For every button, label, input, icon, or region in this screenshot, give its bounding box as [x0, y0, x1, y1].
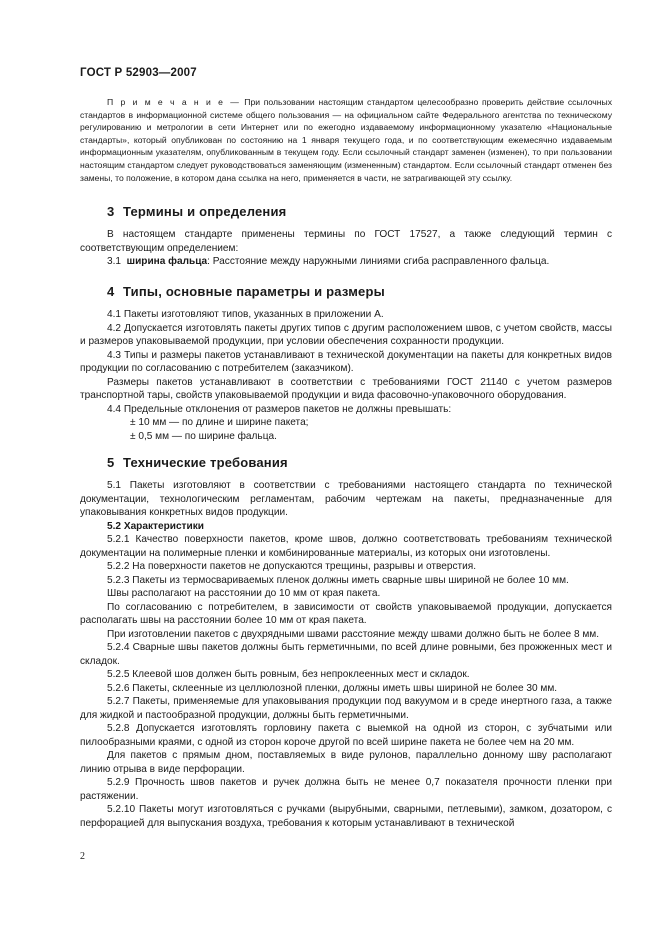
section-5-body — [80, 479, 612, 830]
clause-5-2-6: 5.2.6 Пакеты, склеенные из целлюлозной пленки, должны иметь швы шириной не более 30 мм. — [107, 682, 558, 694]
section-5-number: 5 — [107, 455, 115, 470]
clause-5-2-heading: 5.2 Характеристики — [107, 520, 204, 532]
section-4-number: 4 — [107, 284, 115, 299]
note-paragraph — [80, 96, 612, 184]
page-number: 2 — [80, 851, 85, 862]
clause-4-3: 4.3 Типы и размеры пакетов устанавливают в технической документации на пакеты для конкретных видов продукции по согласованию с потребителем (заказчиком). — [80, 349, 612, 374]
clause-5-2-10: 5.2.10 Пакеты могут изготовляться с ручками (вырубными, сварными, петлевыми), замком, дозатором, с перфорацией для выпускания воздуха, требования к которым устанавливают в технической — [80, 804, 612, 829]
term-name: ширина фальца — [126, 256, 208, 267]
term-text: : Расстояние между наружными линиями сгиба расправленного фальца. — [207, 256, 550, 267]
tolerance-fold: ± 0,5 мм — по ширине фальца. — [130, 430, 277, 442]
clause-5-2-9: 5.2.9 Прочность швов пакетов и ручек должна быть не менее 0,7 показателя прочности пленки при растяжении. — [80, 777, 612, 802]
clause-5-2-4: 5.2.4 Сварные швы пакетов должны быть герметичными, по всей длине ровными, без прожженных мест и складок. — [80, 642, 612, 667]
clause-5-1: 5.1 Пакеты изготовляют в соответствии с требованиями настоящего стандарта по технической документации, технологическим регламентам, рабочим чертежам на пакеты, предназначенные для упаковывания конкретных видов продукции. — [80, 480, 612, 518]
note-text: При пользовании настоящим стандартом целесообразно проверить действие ссылочных стандартов в информационной системе общего пользования — на официальном сайте Федерального агентства по техническому регулированию и метрологии в сети Интернет или по ежегодно издаваемому информационному указателю «Национальные стандарты», который опубликован по состоянию на 1 января текущего года, и по соответствующим ежемесячно издаваемым информационным указателям, опубликованным в текущем году. Если ссылочный стандарт заменен (изменен), то при пользовании настоящим стандартом следует руководствоваться заменяющим (измененным) стандартом. Если ссылочный стандарт отменен без замены, то положение, в котором дана ссылка на него, применяется в части, не затрагивающей эту ссылку. — [80, 97, 612, 183]
section-5-heading — [107, 455, 288, 470]
term-number: 3.1 — [107, 256, 122, 267]
section-3-paragraph: В настоящем стандарте применены термины по ГОСТ 17527, а также следующий термин с соответствующим определением: — [80, 229, 612, 254]
section-3-body — [80, 228, 612, 269]
section-3-heading — [107, 204, 286, 219]
clause-5-2-3-distance: Швы располагают на расстоянии до 10 мм от края пакета. — [107, 588, 381, 599]
clause-5-2-1: 5.2.1 Качество поверхности пакетов, кроме швов, должно соответствовать требованиям технической документации на полимерные пленки и комбинированные материалы, из которых они изготовлены. — [80, 534, 612, 559]
clause-4-4: 4.4 Предельные отклонения от размеров пакетов не должны превышать: — [107, 403, 452, 415]
note-label: П р и м е ч а н и е — — [107, 97, 241, 107]
clause-5-2-5: 5.2.5 Клеевой шов должен быть ровным, без непроклеенных мест и складок. — [107, 669, 470, 680]
clause-4-3-sizes: Размеры пакетов устанавливают в соответствии с требованиями ГОСТ 21140 с учетом размеров транспортной тары, свойств упаковываемой продукции и вида фасовочно-упаковочного оборудования. — [80, 376, 612, 401]
clause-5-2-8: 5.2.8 Допускается изготовлять горловину пакета с выемкой на одной из сторон, с зубчатыми или пилообразными краями, с одной из сторон короче другой по всей ширине пакета не более чем на 20 мм. — [80, 723, 612, 748]
clause-5-2-3-agreement: По согласованию с потребителем, в зависимости от свойств упаковываемой продукции, допускается располагать швы на расстоянии более 10 мм от края пакета. — [80, 601, 612, 626]
standard-header: ГОСТ Р 52903—2007 — [80, 67, 197, 79]
note-block — [80, 96, 612, 184]
clause-5-2-3: 5.2.3 Пакеты из термосвариваемых пленок должны иметь сварные швы шириной не более 10 мм. — [107, 574, 569, 586]
clause-5-2-2: 5.2.2 На поверхности пакетов не допускаются трещины, разрывы и отверстия. — [107, 561, 477, 572]
clause-4-2: 4.2 Допускается изготовлять пакеты других типов с другим расположением швов, с учетом свойств, массы и размеров упаковываемой продукции, при условии обеспечения сохранности продукции. — [80, 322, 612, 347]
section-5-title: Технические требования — [123, 455, 288, 470]
clause-5-2-7: 5.2.7 Пакеты, применяемые для упаковывания продукции под вакуумом и в среде инертного газа, а также для жидкой и пастообразной продукции, должны быть герметичными. — [80, 696, 612, 721]
section-3-number: 3 — [107, 204, 115, 219]
term-definition — [80, 255, 612, 269]
clause-5-2-8-rolls: Для пакетов с прямым дном, поставляемых в виде рулонов, параллельно донному шву располагают линию отрыва в виде перфорации. — [80, 750, 612, 775]
clause-4-1: 4.1 Пакеты изготовляют типов, указанных в приложении А. — [107, 309, 384, 320]
section-3-title: Термины и определения — [123, 204, 287, 219]
clause-5-2-3-double-seams: При изготовлении пакетов с двухрядными швами расстояние между швами должно быть не более 8 мм. — [107, 628, 600, 640]
tolerance-length: ± 10 мм — по длине и ширине пакета; — [130, 417, 309, 428]
section-4-body — [80, 308, 612, 443]
section-4-heading — [107, 284, 385, 299]
section-4-title: Типы, основные параметры и размеры — [123, 284, 385, 299]
